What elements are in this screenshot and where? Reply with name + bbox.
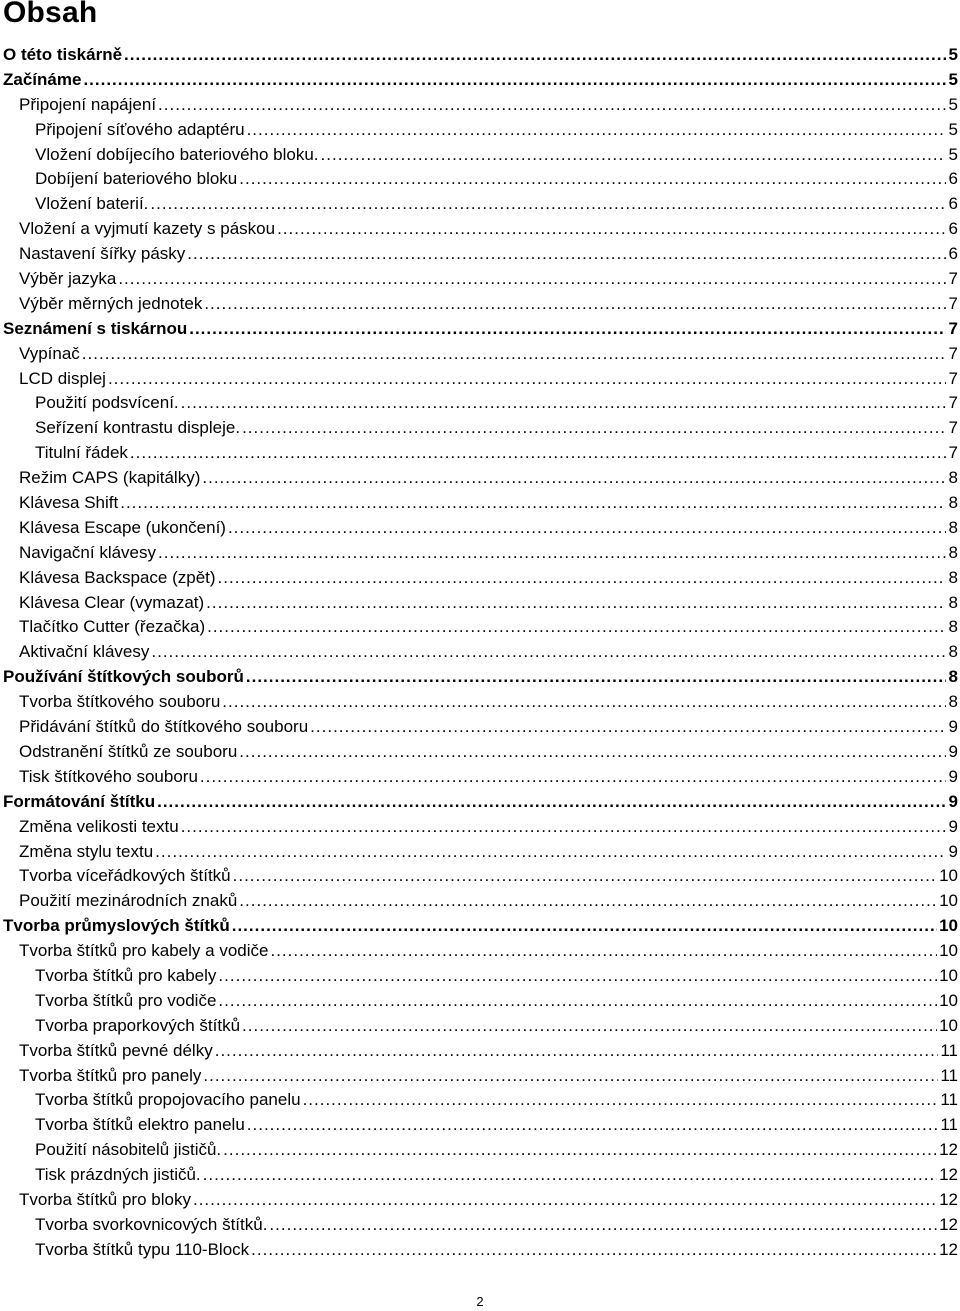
toc-section-entry[interactable] — [0, 690, 960, 715]
toc-entry-page-number: 8 — [948, 542, 958, 562]
dot-leader — [303, 1088, 939, 1113]
toc-section-entry[interactable] — [0, 93, 960, 118]
dot-leader — [203, 1163, 937, 1188]
toc-entry-page-number: 11 — [940, 1040, 958, 1060]
toc-entry-title: Tvorba víceřádkových štítků — [19, 866, 231, 886]
toc-section-entry[interactable] — [0, 1163, 960, 1188]
toc-section-entry[interactable] — [0, 1238, 960, 1263]
toc-entry-page-number: 12 — [939, 1189, 958, 1209]
toc-entry-title: Vložení dobíjecího bateriového bloku. — [35, 144, 319, 164]
toc-entry-title: Klávesa Shift — [19, 493, 119, 513]
toc-entry-page-number: 7 — [948, 368, 958, 388]
toc-entry-title: Začínáme — [3, 69, 82, 89]
toc-entry-title: Tisk štítkového souboru — [19, 766, 198, 786]
toc-entry-title: Tvorba štítků typu 110-Block — [35, 1239, 250, 1259]
toc-entry-page-number: 7 — [948, 443, 958, 463]
toc-entry-page-number: 8 — [948, 468, 958, 488]
dot-leader — [239, 889, 937, 914]
toc-section-entry[interactable] — [0, 840, 960, 865]
toc-entry-title: Připojení síťového adaptéru — [35, 119, 245, 139]
toc-entry-page-number: 12 — [939, 1239, 958, 1259]
toc-entry-title: Použití násobitelů jističů. — [35, 1140, 222, 1160]
dot-leader — [218, 989, 937, 1014]
toc-entry-title: Tvorba štítků pro bloky — [19, 1189, 191, 1209]
toc-section-entry[interactable] — [0, 765, 960, 790]
toc-entry-page-number: 5 — [948, 69, 958, 89]
toc-entry-title: Přidávání štítků do štítkového souboru — [19, 717, 309, 737]
toc-entry-title: Klávesa Backspace (zpět) — [19, 567, 216, 587]
toc-section-entry[interactable] — [0, 989, 960, 1014]
dot-leader — [157, 790, 946, 815]
toc-section-entry[interactable] — [0, 566, 960, 591]
toc-entry-page-number: 12 — [939, 1165, 958, 1185]
toc-entry-page-number: 6 — [948, 194, 958, 214]
dot-leader — [120, 491, 946, 516]
toc-section-entry[interactable] — [0, 242, 960, 267]
dot-leader — [321, 143, 946, 168]
toc-entry-page-number: 10 — [939, 866, 958, 886]
toc-entry-title: Použití mezinárodních znaků — [19, 891, 238, 911]
toc-entry-page-number: 5 — [948, 45, 958, 64]
toc-section-entry[interactable] — [0, 466, 960, 491]
table-of-contents — [0, 43, 960, 1263]
dot-leader — [246, 665, 946, 690]
page-title: Obsah — [3, 0, 98, 29]
dot-leader — [206, 591, 946, 616]
dot-leader — [269, 1213, 937, 1238]
toc-entry-page-number: 10 — [939, 965, 958, 985]
dot-leader — [222, 690, 946, 715]
toc-section-entry[interactable] — [0, 715, 960, 740]
toc-entry-page-number: 9 — [948, 717, 958, 737]
toc-entry-title: Tvorba svorkovnicových štítků. — [35, 1214, 268, 1234]
toc-entry-title: Aktivační klávesy — [19, 642, 150, 662]
dot-leader — [181, 815, 946, 840]
dot-leader — [158, 93, 946, 118]
toc-entry-title: Tvorba štítků pro kabely — [35, 965, 217, 985]
dot-leader — [242, 1014, 937, 1039]
toc-section-entry[interactable] — [0, 939, 960, 964]
toc-entry-page-number: 8 — [948, 617, 958, 637]
toc-entry-title: Tvorba průmyslových štítků — [3, 916, 230, 936]
toc-chapter-entry[interactable] — [0, 43, 960, 68]
toc-entry-page-number: 9 — [948, 741, 958, 761]
toc-section-entry[interactable] — [0, 118, 960, 143]
toc-section-entry[interactable] — [0, 192, 960, 217]
toc-entry-title: Režim CAPS (kapitálky) — [19, 468, 201, 488]
toc-entry-title: Výběr jazyka — [19, 269, 117, 289]
dot-leader — [239, 740, 946, 765]
footer-page-number: 2 — [476, 1294, 484, 1309]
toc-entry-page-number: 9 — [948, 766, 958, 786]
dot-leader — [218, 566, 946, 591]
toc-entry-title: Tisk prázdných jističů. — [35, 1165, 201, 1185]
dot-leader — [187, 242, 946, 267]
toc-section-entry[interactable] — [0, 292, 960, 317]
toc-entry-title: Použití podsvícení. — [35, 393, 179, 413]
toc-section-entry[interactable] — [0, 615, 960, 640]
toc-entry-title: Seznámení s tiskárnou — [3, 318, 188, 338]
dot-leader — [310, 715, 946, 740]
toc-entry-page-number: 11 — [940, 1090, 958, 1110]
toc-entry-page-number: 6 — [948, 244, 958, 264]
dot-leader — [251, 1238, 937, 1263]
toc-entry-title: Dobíjení bateriového bloku — [35, 169, 238, 189]
toc-entry-title: Vypínač — [19, 343, 80, 363]
dot-leader — [232, 914, 937, 939]
toc-entry-page-number: 12 — [939, 1214, 958, 1234]
dot-leader — [158, 541, 946, 566]
toc-entry-title: Formátování štítku — [3, 791, 156, 811]
toc-entry-page-number: 8 — [948, 692, 958, 712]
toc-entry-page-number: 11 — [940, 1065, 958, 1085]
toc-section-entry[interactable] — [0, 815, 960, 840]
dot-leader — [83, 68, 946, 93]
toc-section-entry[interactable] — [0, 217, 960, 242]
toc-entry-page-number: 5 — [948, 94, 958, 114]
toc-entry-page-number: 10 — [939, 941, 958, 961]
toc-entry-page-number: 8 — [948, 493, 958, 513]
dot-leader — [223, 1138, 937, 1163]
toc-chapter-entry[interactable] — [0, 68, 960, 93]
toc-chapter-entry[interactable] — [0, 317, 960, 342]
toc-entry-page-number: 10 — [939, 891, 958, 911]
toc-section-entry[interactable] — [0, 1014, 960, 1039]
toc-entry-page-number: 8 — [948, 517, 958, 537]
toc-entry-page-number: 7 — [948, 293, 958, 313]
toc-entry-title: Tvorba štítků pro kabely a vodiče — [19, 941, 269, 961]
toc-entry-page-number: 8 — [948, 642, 958, 662]
toc-section-entry[interactable] — [0, 889, 960, 914]
toc-entry-page-number: 10 — [939, 916, 958, 936]
dot-leader — [242, 416, 946, 441]
dot-leader — [124, 43, 946, 68]
toc-chapter-entry[interactable] — [0, 790, 960, 815]
toc-section-entry[interactable] — [0, 640, 960, 665]
dot-leader — [277, 217, 946, 242]
dot-leader — [118, 267, 946, 292]
dot-leader — [270, 939, 937, 964]
toc-section-entry[interactable] — [0, 1039, 960, 1064]
toc-entry-title: Výběr měrných jednotek — [19, 293, 203, 313]
toc-section-entry[interactable] — [0, 740, 960, 765]
toc-entry-page-number: 7 — [948, 418, 958, 438]
toc-entry-page-number: 8 — [948, 567, 958, 587]
toc-entry-title: Změna stylu textu — [19, 841, 154, 861]
toc-section-entry[interactable] — [0, 1213, 960, 1238]
toc-section-entry[interactable] — [0, 1138, 960, 1163]
toc-entry-page-number: 12 — [939, 1140, 958, 1160]
toc-section-entry[interactable] — [0, 516, 960, 541]
toc-entry-page-number: 8 — [948, 592, 958, 612]
toc-section-entry[interactable] — [0, 964, 960, 989]
toc-section-entry[interactable] — [0, 1188, 960, 1213]
toc-entry-page-number: 5 — [948, 144, 958, 164]
dot-leader — [181, 391, 946, 416]
dot-leader — [82, 342, 946, 367]
dot-leader — [200, 765, 946, 790]
toc-entry-page-number: 5 — [948, 119, 958, 139]
toc-entry-page-number: 7 — [948, 269, 958, 289]
toc-entry-title: Vložení a vyjmutí kazety s páskou — [19, 219, 276, 239]
toc-section-entry[interactable] — [0, 267, 960, 292]
toc-chapter-entry[interactable] — [0, 914, 960, 939]
toc-entry-title: Vložení baterií. — [35, 194, 149, 214]
toc-entry-page-number: 8 — [948, 667, 958, 687]
dot-leader — [239, 167, 946, 192]
dot-leader — [218, 964, 937, 989]
toc-entry-title: Tvorba štítků pro vodiče — [35, 990, 217, 1010]
dot-leader — [207, 615, 946, 640]
toc-section-entry[interactable] — [0, 591, 960, 616]
toc-entry-title: Titulní řádek — [35, 443, 128, 463]
dot-leader — [130, 441, 946, 466]
toc-entry-title: Tvorba štítků elektro panelu — [35, 1115, 245, 1135]
dot-leader — [228, 516, 946, 541]
toc-entry-page-number: 10 — [939, 990, 958, 1010]
dot-leader — [150, 192, 946, 217]
toc-entry-title: Klávesa Escape (ukončení) — [19, 517, 226, 537]
dot-leader — [202, 466, 946, 491]
toc-section-entry[interactable] — [0, 342, 960, 367]
dot-leader — [247, 1113, 939, 1138]
toc-entry-title: Tvorba praporkových štítků — [35, 1015, 241, 1035]
toc-entry-title: Klávesa Clear (vymazat) — [19, 592, 205, 612]
toc-entry-page-number: 9 — [948, 791, 958, 811]
toc-entry-page-number: 9 — [948, 841, 958, 861]
toc-entry-title: Tvorba štítků pevné délky — [19, 1040, 213, 1060]
toc-entry-title: Používání štítkových souborů — [3, 667, 244, 687]
toc-entry-title: Tvorba štítků propojovacího panelu — [35, 1090, 301, 1110]
dot-leader — [151, 640, 946, 665]
dot-leader — [247, 118, 946, 143]
dot-leader — [233, 864, 937, 889]
toc-entry-title: LCD displej — [19, 368, 106, 388]
toc-entry-title: Připojení napájení — [19, 94, 157, 114]
toc-entry-page-number: 7 — [948, 343, 958, 363]
toc-entry-page-number: 9 — [948, 816, 958, 836]
toc-section-entry[interactable] — [0, 367, 960, 392]
toc-entry-page-number: 7 — [948, 393, 958, 413]
toc-entry-title: Změna velikosti textu — [19, 816, 179, 836]
toc-entry-title: Tvorba štítkového souboru — [19, 692, 221, 712]
toc-entry-title: Odstranění štítků ze souboru — [19, 741, 238, 761]
toc-section-entry[interactable] — [0, 416, 960, 441]
toc-section-entry[interactable] — [0, 1064, 960, 1089]
dot-leader — [204, 292, 946, 317]
toc-entry-title: O této tiskárně — [3, 45, 123, 64]
toc-section-entry[interactable] — [0, 167, 960, 192]
toc-section-entry[interactable] — [0, 1088, 960, 1113]
dot-leader — [215, 1039, 939, 1064]
toc-entry-title: Tvorba štítků pro panely — [19, 1065, 202, 1085]
toc-section-entry[interactable] — [0, 864, 960, 889]
toc-section-entry[interactable] — [0, 541, 960, 566]
toc-entry-title: Tlačítko Cutter (řezačka) — [19, 617, 206, 637]
toc-section-entry[interactable] — [0, 1113, 960, 1138]
toc-section-entry[interactable] — [0, 143, 960, 168]
toc-entry-page-number: 11 — [940, 1115, 958, 1135]
dot-leader — [193, 1188, 937, 1213]
toc-entry-page-number: 6 — [948, 169, 958, 189]
toc-entry-title: Navigační klávesy — [19, 542, 157, 562]
dot-leader — [189, 317, 946, 342]
toc-chapter-entry[interactable] — [0, 665, 960, 690]
dot-leader — [155, 840, 946, 865]
toc-section-entry[interactable] — [0, 391, 960, 416]
dot-leader — [108, 367, 946, 392]
toc-section-entry[interactable] — [0, 441, 960, 466]
toc-entry-page-number: 7 — [948, 318, 958, 338]
toc-section-entry[interactable] — [0, 491, 960, 516]
toc-entry-page-number: 10 — [939, 1015, 958, 1035]
dot-leader — [203, 1064, 938, 1089]
toc-entry-title: Seřízení kontrastu displeje. — [35, 418, 241, 438]
toc-entry-title: Nastavení šířky pásky — [19, 244, 186, 264]
toc-entry-page-number: 6 — [948, 219, 958, 239]
